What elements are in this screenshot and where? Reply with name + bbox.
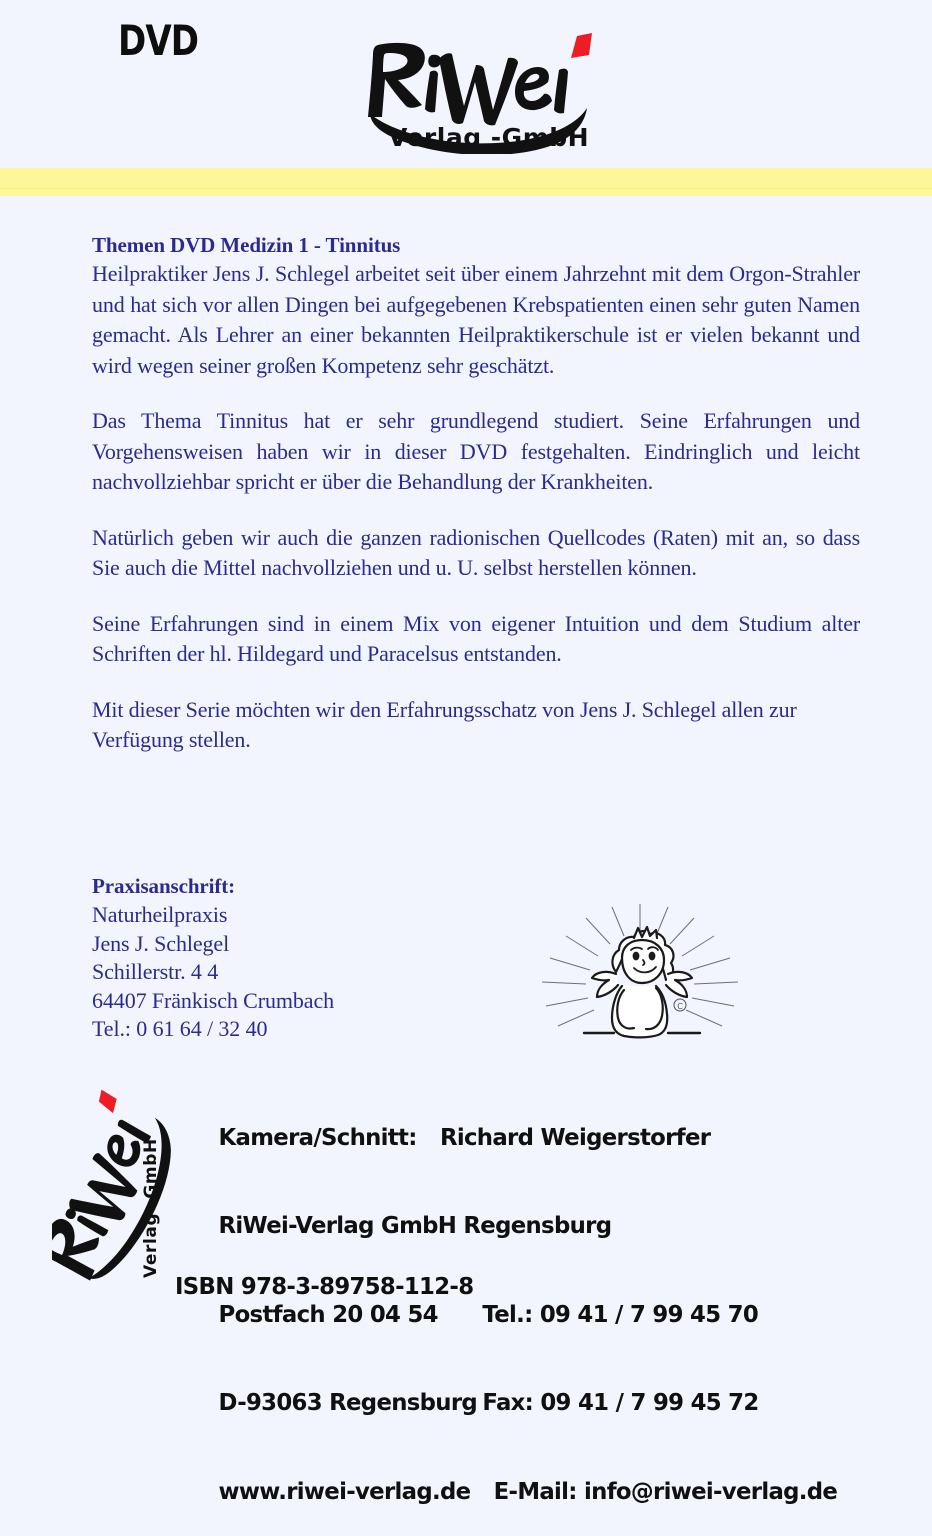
svg-text:Verlag -GmbH: Verlag -GmbH	[388, 123, 590, 152]
copyright-glyph: C	[677, 1002, 683, 1011]
angel-illustration	[512, 898, 768, 1056]
address-line-phone: Tel.: 0 61 64 / 32 40	[92, 1016, 268, 1041]
address-line-practice: Naturheilpraxis	[92, 902, 228, 927]
company-name: RiWei-Verlag GmbH Regensburg	[218, 1211, 612, 1239]
address-line-street: Schillerstr. 4 4	[92, 959, 219, 984]
footer-company-line	[175, 1182, 854, 1271]
cherub-figure	[584, 927, 700, 1037]
footer-credits-line	[175, 1093, 854, 1182]
footer-city-fax-line	[175, 1359, 854, 1448]
footer-web-email-line	[175, 1447, 854, 1536]
paragraph-1: Heilpraktiker Jens J. Schlegel arbeitet seit über einem Jahrzehnt mit dem Orgon-Strahler und hat sich vor allen Dingen bei aufgegebenen Krebspatienten einen sehr guten Namen gemacht. Als Lehrer an einer bekannten Heilpraktikerschule ist er vielen bekannt und wird wegen seiner großen Kompetenz sehr geschätzt.	[92, 261, 860, 378]
yellow-divider-band	[0, 168, 932, 196]
address-line-name: Jens J. Schlegel	[92, 930, 230, 956]
logo-red-accent	[571, 33, 592, 58]
website-url[interactable]: www.riwei-verlag.de	[218, 1476, 471, 1505]
paragraph-3: Natürlich geben wir auch die ganzen radionischen Quellcodes (Raten) mit an, so dass Sie auch die Mittel nachvollziehen und u. U. selbst herstellen können.	[92, 524, 860, 580]
credits-label: Kamera/Schnitt:	[218, 1122, 417, 1151]
footer-contact-lines	[175, 1093, 875, 1536]
page-footer	[0, 1080, 932, 1505]
svg-text:Verlag -GmbH: Verlag -GmbH	[141, 1138, 161, 1278]
credits-name: Richard Weigerstorfer	[439, 1122, 711, 1151]
page-title: Themen DVD Medizin 1 - Tinnitus	[92, 233, 401, 257]
paragraph-2: Das Thema Tinnitus hat er sehr grundlegend studiert. Seine Erfahrungen und Vorgehensweisen haben wir in dieser DVD festgehalten. Eindringlich und leicht nachvollziehbar spricht er über die Behandlung der Krankheiten.	[92, 408, 860, 494]
paragraph-5: Mit dieser Serie möchten wir den Erfahrungsschatz von Jens J. Schlegel allen zur Verfügung stellen.	[92, 696, 797, 752]
address-heading: Praxisanschrift:	[92, 874, 236, 898]
phone-number: Tel.: 09 41 / 7 99 45 70	[482, 1299, 759, 1328]
footer-logo-red-accent	[95, 1090, 120, 1113]
city-line: D-93063 Regensburg	[218, 1388, 478, 1416]
po-box: Postfach 20 04 54	[218, 1299, 438, 1328]
page-header	[0, 0, 932, 168]
band-inner-line	[0, 188, 932, 189]
paragraph-4: Seine Erfahrungen sind in einem Mix von eigener Intuition und dem Studium alter Schriften der hl. Hildegard und Paracelsus entstanden.	[92, 610, 860, 666]
practice-address-block	[92, 872, 512, 1044]
fax-number: Fax: 09 41 / 7 99 45 72	[482, 1388, 759, 1416]
email-address[interactable]: E-Mail: info@riwei-verlag.de	[493, 1476, 838, 1505]
footer-riwei-logo	[52, 1082, 180, 1294]
isbn-number: ISBN 978-3-89758-112-8	[175, 1272, 474, 1300]
main-content	[92, 233, 860, 756]
dvd-format-label: DVD	[118, 17, 199, 66]
riwei-publisher-logo	[352, 22, 620, 154]
address-line-city: 64407 Fränkisch Crumbach	[92, 987, 335, 1013]
